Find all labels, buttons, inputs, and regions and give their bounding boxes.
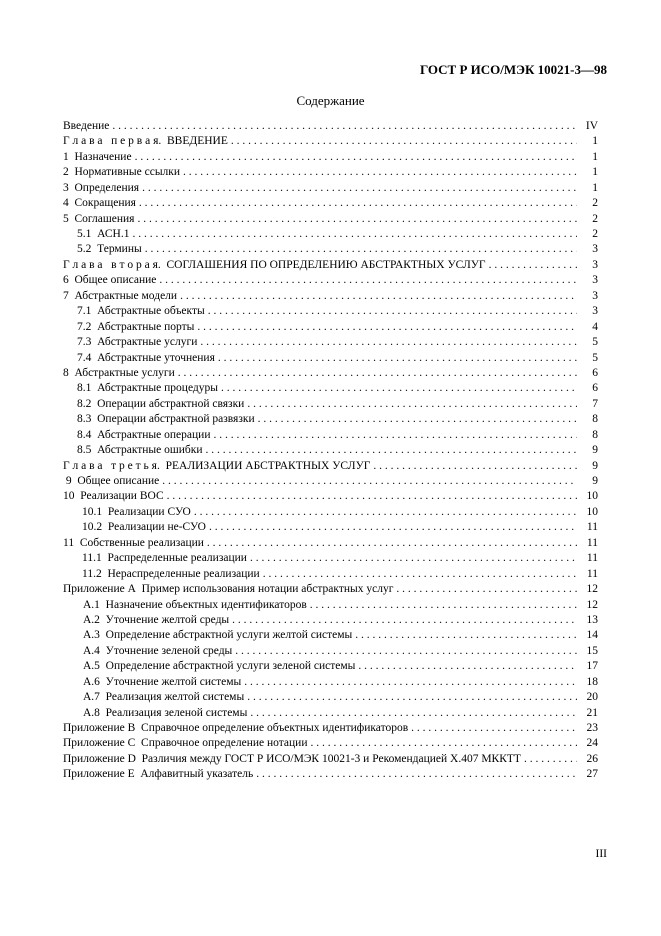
toc-entry xyxy=(63,428,598,443)
toc-entry xyxy=(63,721,598,736)
toc-entry xyxy=(63,258,598,273)
toc-entry-page: 8 xyxy=(592,413,598,426)
toc-leader-dots xyxy=(263,567,577,582)
toc-entry-label: 8.2 Операции абстрактной связки xyxy=(77,397,245,410)
toc-entry xyxy=(63,567,598,582)
toc-entry xyxy=(63,659,598,674)
toc-entry-page: 6 xyxy=(592,366,598,379)
toc-entry-label: 8 Абстрактные услуги xyxy=(63,366,175,379)
toc-entry-label: 11 Собственные реализации xyxy=(63,536,204,549)
toc-entry-page: 4 xyxy=(592,320,598,333)
toc-entry-page: 12 xyxy=(586,583,598,596)
toc-entry-page: 6 xyxy=(592,382,598,395)
toc-entry-page: 17 xyxy=(586,660,598,673)
toc-entry-label: Приложение В Справочное определение объектных идентификаторов xyxy=(63,722,409,735)
toc-entry-label: Приложение С Справочное определение нотации xyxy=(63,737,308,750)
toc-entry-label: 10.1 Реализации СУО xyxy=(82,505,191,518)
toc-leader-dots xyxy=(311,736,578,751)
toc-entry-label: Приложение Е Алфавитный указатель xyxy=(63,768,254,781)
toc-leader-dots xyxy=(373,459,577,474)
toc-leader-dots xyxy=(250,551,577,566)
toc-entry-label: 2 Нормативные ссылки xyxy=(63,166,181,179)
toc-entry-label: А.5 Определение абстрактной услуги зеленой системы xyxy=(83,660,356,673)
toc-leader-dots xyxy=(396,582,577,597)
toc-leader-dots xyxy=(194,505,577,520)
toc-entry-page: 2 xyxy=(592,197,598,210)
toc-entry-page: 21 xyxy=(586,706,598,719)
toc-leader-dots xyxy=(256,767,577,782)
toc-leader-dots xyxy=(247,397,577,412)
toc-entry xyxy=(63,366,598,381)
toc-leader-dots xyxy=(112,119,577,134)
toc-entry-label: А.8 Реализация зеленой системы xyxy=(83,706,248,719)
toc-entry-label: 10.2 Реализации не-СУО xyxy=(82,521,206,534)
toc-leader-dots xyxy=(235,644,577,659)
toc-entry xyxy=(63,412,598,427)
toc-leader-dots xyxy=(180,289,577,304)
toc-entry xyxy=(63,490,598,505)
toc-entry-page: 5 xyxy=(592,351,598,364)
toc-entry-page: 10 xyxy=(586,505,598,518)
toc-entry-label: Г л а в а в т о р а я. СОГЛАШЕНИЯ ПО ОПРЕДЕЛЕНИЮ АБСТРАКТНЫХ УСЛУГ xyxy=(63,258,486,271)
toc-entry xyxy=(63,134,598,149)
toc-leader-dots xyxy=(231,134,577,149)
toc-leader-dots xyxy=(137,212,577,227)
toc-entry-page: 15 xyxy=(586,644,598,657)
toc-entry-page: 1 xyxy=(592,181,598,194)
toc-entry-page: 24 xyxy=(586,737,598,750)
toc-entry-page: 9 xyxy=(592,475,598,488)
toc-leader-dots xyxy=(221,381,577,396)
toc-entry xyxy=(63,551,598,566)
toc-entry-label: 7 Абстрактные модели xyxy=(63,289,178,302)
toc-entry-label: 8.1 Абстрактные процедуры xyxy=(77,382,218,395)
toc-entry-page: 2 xyxy=(592,212,598,225)
toc-entry-page: 12 xyxy=(586,598,598,611)
toc-leader-dots xyxy=(145,242,577,257)
toc-entry-label: Введение xyxy=(63,119,110,132)
toc-entry-page: 5 xyxy=(592,336,598,349)
page-number: III xyxy=(595,848,607,860)
toc-entry-label: 8.4 Абстрактные операции xyxy=(77,428,211,441)
toc-entry-page: 1 xyxy=(592,166,598,179)
toc-entry-label: 10 Реализации ВОС xyxy=(63,490,164,503)
toc-leader-dots xyxy=(524,752,577,767)
toc-leader-dots xyxy=(250,706,577,721)
toc-entry-label: 4 Сокращения xyxy=(63,197,136,210)
toc-leader-dots xyxy=(159,273,577,288)
toc-entry-label: 7.3 Абстрактные услуги xyxy=(77,336,198,349)
toc-entry xyxy=(63,335,598,350)
toc-leader-dots xyxy=(183,165,577,180)
toc-entry-page: 26 xyxy=(586,752,598,765)
toc-leader-dots xyxy=(132,227,577,242)
toc-entry-label: А.7 Реализация желтой системы xyxy=(83,691,245,704)
toc-entry xyxy=(63,165,598,180)
toc-entry xyxy=(63,474,598,489)
toc-leader-dots xyxy=(208,304,577,319)
toc-leader-dots xyxy=(197,320,577,335)
toc-leader-dots xyxy=(178,366,577,381)
toc-entry xyxy=(63,706,598,721)
toc-entry xyxy=(63,582,598,597)
toc-entry-label: 11.2 Нераспределенные реализации xyxy=(82,567,260,580)
toc-entry-label: 8.3 Операции абстрактной развязки xyxy=(77,413,255,426)
toc-entry-label: 8.5 Абстрактные ошибки xyxy=(77,444,203,457)
toc-leader-dots xyxy=(232,613,577,628)
toc-leader-dots xyxy=(489,258,577,273)
toc-leader-dots xyxy=(247,690,577,705)
toc-entry xyxy=(63,181,598,196)
toc-entry-label: 7.1 Абстрактные объекты xyxy=(77,305,205,318)
toc-leader-dots xyxy=(139,196,577,211)
toc-entry-page: 14 xyxy=(586,629,598,642)
toc-entry-page: 11 xyxy=(586,536,598,549)
toc-entry-page: 7 xyxy=(592,397,598,410)
toc-entry xyxy=(63,243,598,258)
toc-entry-page: 3 xyxy=(592,289,598,302)
toc-entry-page: 10 xyxy=(586,490,598,503)
document-code-header: ГОСТ Р ИСО/МЭК 10021-3—98 xyxy=(419,62,607,77)
toc-leader-dots xyxy=(206,443,578,458)
toc-entry xyxy=(63,289,598,304)
table-of-contents xyxy=(63,119,598,783)
toc-entry xyxy=(63,459,598,474)
toc-entry-page: 9 xyxy=(592,444,598,457)
toc-entry-page: 13 xyxy=(586,613,598,626)
toc-entry xyxy=(63,505,598,520)
toc-leader-dots xyxy=(258,412,577,427)
toc-entry xyxy=(63,767,598,782)
toc-entry-page: 2 xyxy=(592,228,598,241)
toc-entry xyxy=(63,598,598,613)
toc-leader-dots xyxy=(200,335,577,350)
toc-entry-label: А.4 Уточнение зеленой среды xyxy=(83,644,233,657)
toc-entry-page: 9 xyxy=(592,459,598,472)
toc-entry-label: Приложение D Различия между ГОСТ Р ИСО/МЭК 10021-3 и Рекомендацией Х.407 МККТТ xyxy=(63,752,521,765)
toc-entry xyxy=(63,119,598,134)
toc-entry xyxy=(63,227,598,242)
toc-entry xyxy=(63,351,598,366)
toc-entry xyxy=(63,752,598,767)
toc-entry xyxy=(63,613,598,628)
toc-entry-page: 23 xyxy=(586,722,598,735)
toc-entry-label: 5.2 Термины xyxy=(77,243,142,256)
toc-entry-page: 11 xyxy=(586,567,598,580)
toc-entry xyxy=(63,212,598,227)
toc-leader-dots xyxy=(162,474,577,489)
toc-leader-dots xyxy=(244,675,577,690)
toc-leader-dots xyxy=(167,489,577,504)
toc-entry-label: Г л а в а т р е т ь я. РЕАЛИЗАЦИИ АБСТРАКТНЫХ УСЛУГ xyxy=(63,459,371,472)
toc-entry-page: 3 xyxy=(592,243,598,256)
toc-entry xyxy=(63,690,598,705)
toc-entry xyxy=(63,737,598,752)
toc-entry xyxy=(63,304,598,319)
toc-entry-label: А.1 Назначение объектных идентификаторов xyxy=(83,598,307,611)
toc-entry-page: 27 xyxy=(586,768,598,781)
toc-entry-label: 11.1 Распределенные реализации xyxy=(82,552,247,565)
toc-entry xyxy=(63,273,598,288)
toc-leader-dots xyxy=(213,428,577,443)
toc-entry xyxy=(63,397,598,412)
toc-entry-label: 1 Назначение xyxy=(63,150,132,163)
toc-entry xyxy=(63,628,598,643)
toc-leader-dots xyxy=(411,721,577,736)
toc-entry-page: 3 xyxy=(592,305,598,318)
toc-entry-label: 5.1 АСН.1 xyxy=(77,228,130,241)
toc-leader-dots xyxy=(135,150,577,165)
toc-entry-page: 20 xyxy=(586,691,598,704)
toc-entry-label: 5 Соглашения xyxy=(63,212,135,225)
toc-entry-page: 11 xyxy=(586,552,598,565)
toc-entry-label: Приложение А Пример использования нотации абстрактных услуг xyxy=(63,583,394,596)
toc-entry-label: 7.2 Абстрактные порты xyxy=(77,320,195,333)
toc-entry-label: 7.4 Абстрактные уточнения xyxy=(77,351,215,364)
toc-entry xyxy=(63,443,598,458)
toc-entry xyxy=(63,320,598,335)
toc-entry-page: 3 xyxy=(592,258,598,271)
toc-entry-page: IV xyxy=(585,119,598,132)
toc-entry xyxy=(63,520,598,535)
toc-entry-page: 8 xyxy=(592,428,598,441)
toc-entry-page: 18 xyxy=(586,675,598,688)
toc-entry-label: А.6 Уточнение желтой системы xyxy=(83,675,242,688)
toc-entry xyxy=(63,381,598,396)
toc-entry-label: А.3 Определение абстрактной услуги желтой системы xyxy=(83,629,353,642)
toc-leader-dots xyxy=(209,520,577,535)
toc-entry-page: 1 xyxy=(592,135,598,148)
toc-entry-label: 9 Общее описание xyxy=(63,475,160,488)
toc-leader-dots xyxy=(355,628,577,643)
toc-leader-dots xyxy=(218,351,577,366)
toc-entry xyxy=(63,196,598,211)
toc-entry-label: А.2 Уточнение желтой среды xyxy=(83,613,230,626)
toc-entry xyxy=(63,644,598,659)
toc-entry xyxy=(63,150,598,165)
toc-leader-dots xyxy=(142,181,577,196)
toc-entry-label: 6 Общее описание xyxy=(63,274,157,287)
toc-leader-dots xyxy=(358,659,577,674)
toc-leader-dots xyxy=(310,598,577,613)
toc-entry-page: 1 xyxy=(592,150,598,163)
toc-entry-page: 11 xyxy=(586,521,598,534)
toc-entry-label: Г л а в а п е р в а я. ВВЕДЕНИЕ xyxy=(63,135,228,148)
toc-entry-page: 3 xyxy=(592,274,598,287)
toc-entry-label: 3 Определения xyxy=(63,181,140,194)
toc-entry xyxy=(63,675,598,690)
toc-entry xyxy=(63,536,598,551)
toc-title: Содержание xyxy=(296,93,365,108)
toc-leader-dots xyxy=(207,536,577,551)
